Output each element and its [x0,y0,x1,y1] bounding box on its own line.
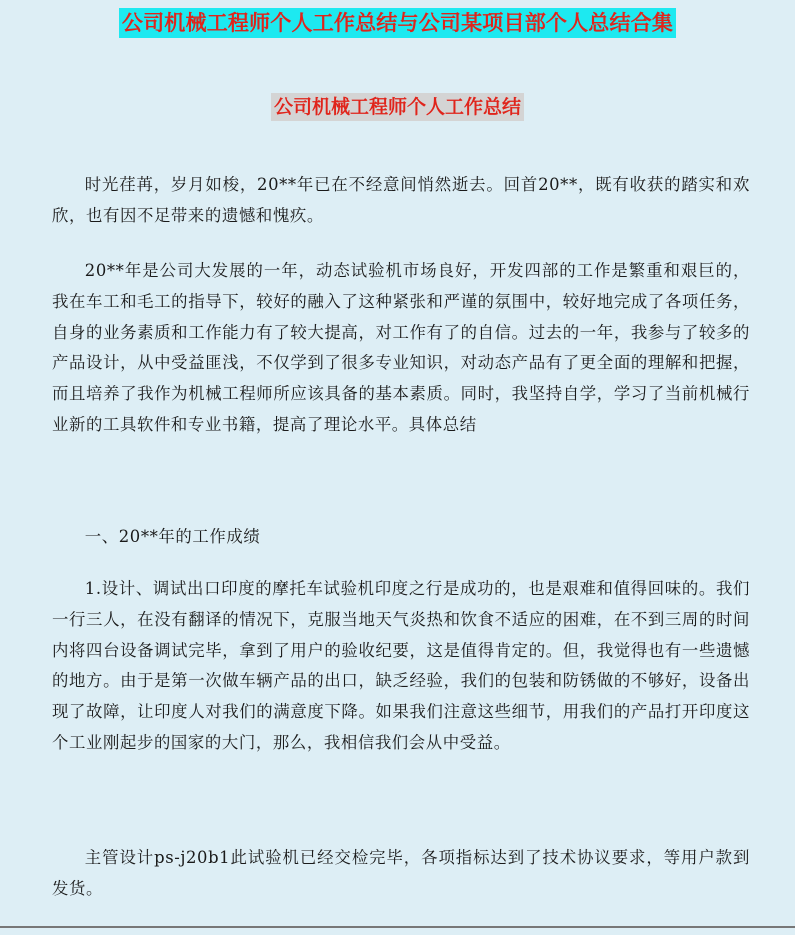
sub-title-container [0,93,795,121]
sub-title: 公司机械工程师个人工作总结 [271,93,524,121]
paragraph-text: 20**年是公司大发展的一年，动态试验机市场良好，开发四部的工作是繁重和艰巨的，我在车工和毛工的指导下，较好的融入了这种紧张和严谨的氛围中，较好地完成了各项任务，自身的业务素质和工作能力有了较大提高，对工作有了的自信。过去的一年，我参与了较多的产品设计，从中受益匪浅，不仅学到了很多专业知识，对动态产品有了更全面的理解和把握，而且培养了我作为机械工程师所应该具备的基本素质。同时，我坚持自学，学习了当前机械行业新的工具软件和专业书籍，提高了理论水平。具体总结 [52,261,750,434]
main-title-container [0,8,795,38]
paragraph-4 [52,843,750,905]
paragraph-text: 主管设计ps-j20b1此试验机已经交检完毕，各项指标达到了技术协议要求，等用户款到发货。 [52,848,750,898]
section-heading-text: 一、20**年的工作成绩 [84,527,261,546]
paragraph-3 [52,574,750,759]
paragraph-2 [52,256,750,441]
paragraph-text: 1.设计、调试出口印度的摩托车试验机印度之行是成功的，也是艰难和值得回味的。我们一行三人，在没有翻译的情况下，克服当地天气炎热和饮食不适应的困难，在不到三周的时间内将四台设备调试完毕，拿到了用户的验收纪要，这是值得肯定的。但，我觉得也有一些遗憾的地方。由于是第一次做车辆产品的出口，缺乏经验，我们的包装和防锈做的不够好，设备出现了故障，让印度人对我们的满意度下降。如果我们注意这些细节，用我们的产品打开印度这个工业刚起步的国家的大门，那么，我相信我们会从中受益。 [52,579,750,752]
paragraph-text: 时光荏苒，岁月如梭，20**年已在不经意间悄然逝去。回首20**，既有收获的踏实和欢欣，也有因不足带来的遗憾和愧疚。 [52,175,750,225]
page-bottom-border [0,926,795,928]
main-title: 公司机械工程师个人工作总结与公司某项目部个人总结合集 [119,8,676,38]
paragraph-1 [52,170,750,232]
section-heading [52,522,750,553]
